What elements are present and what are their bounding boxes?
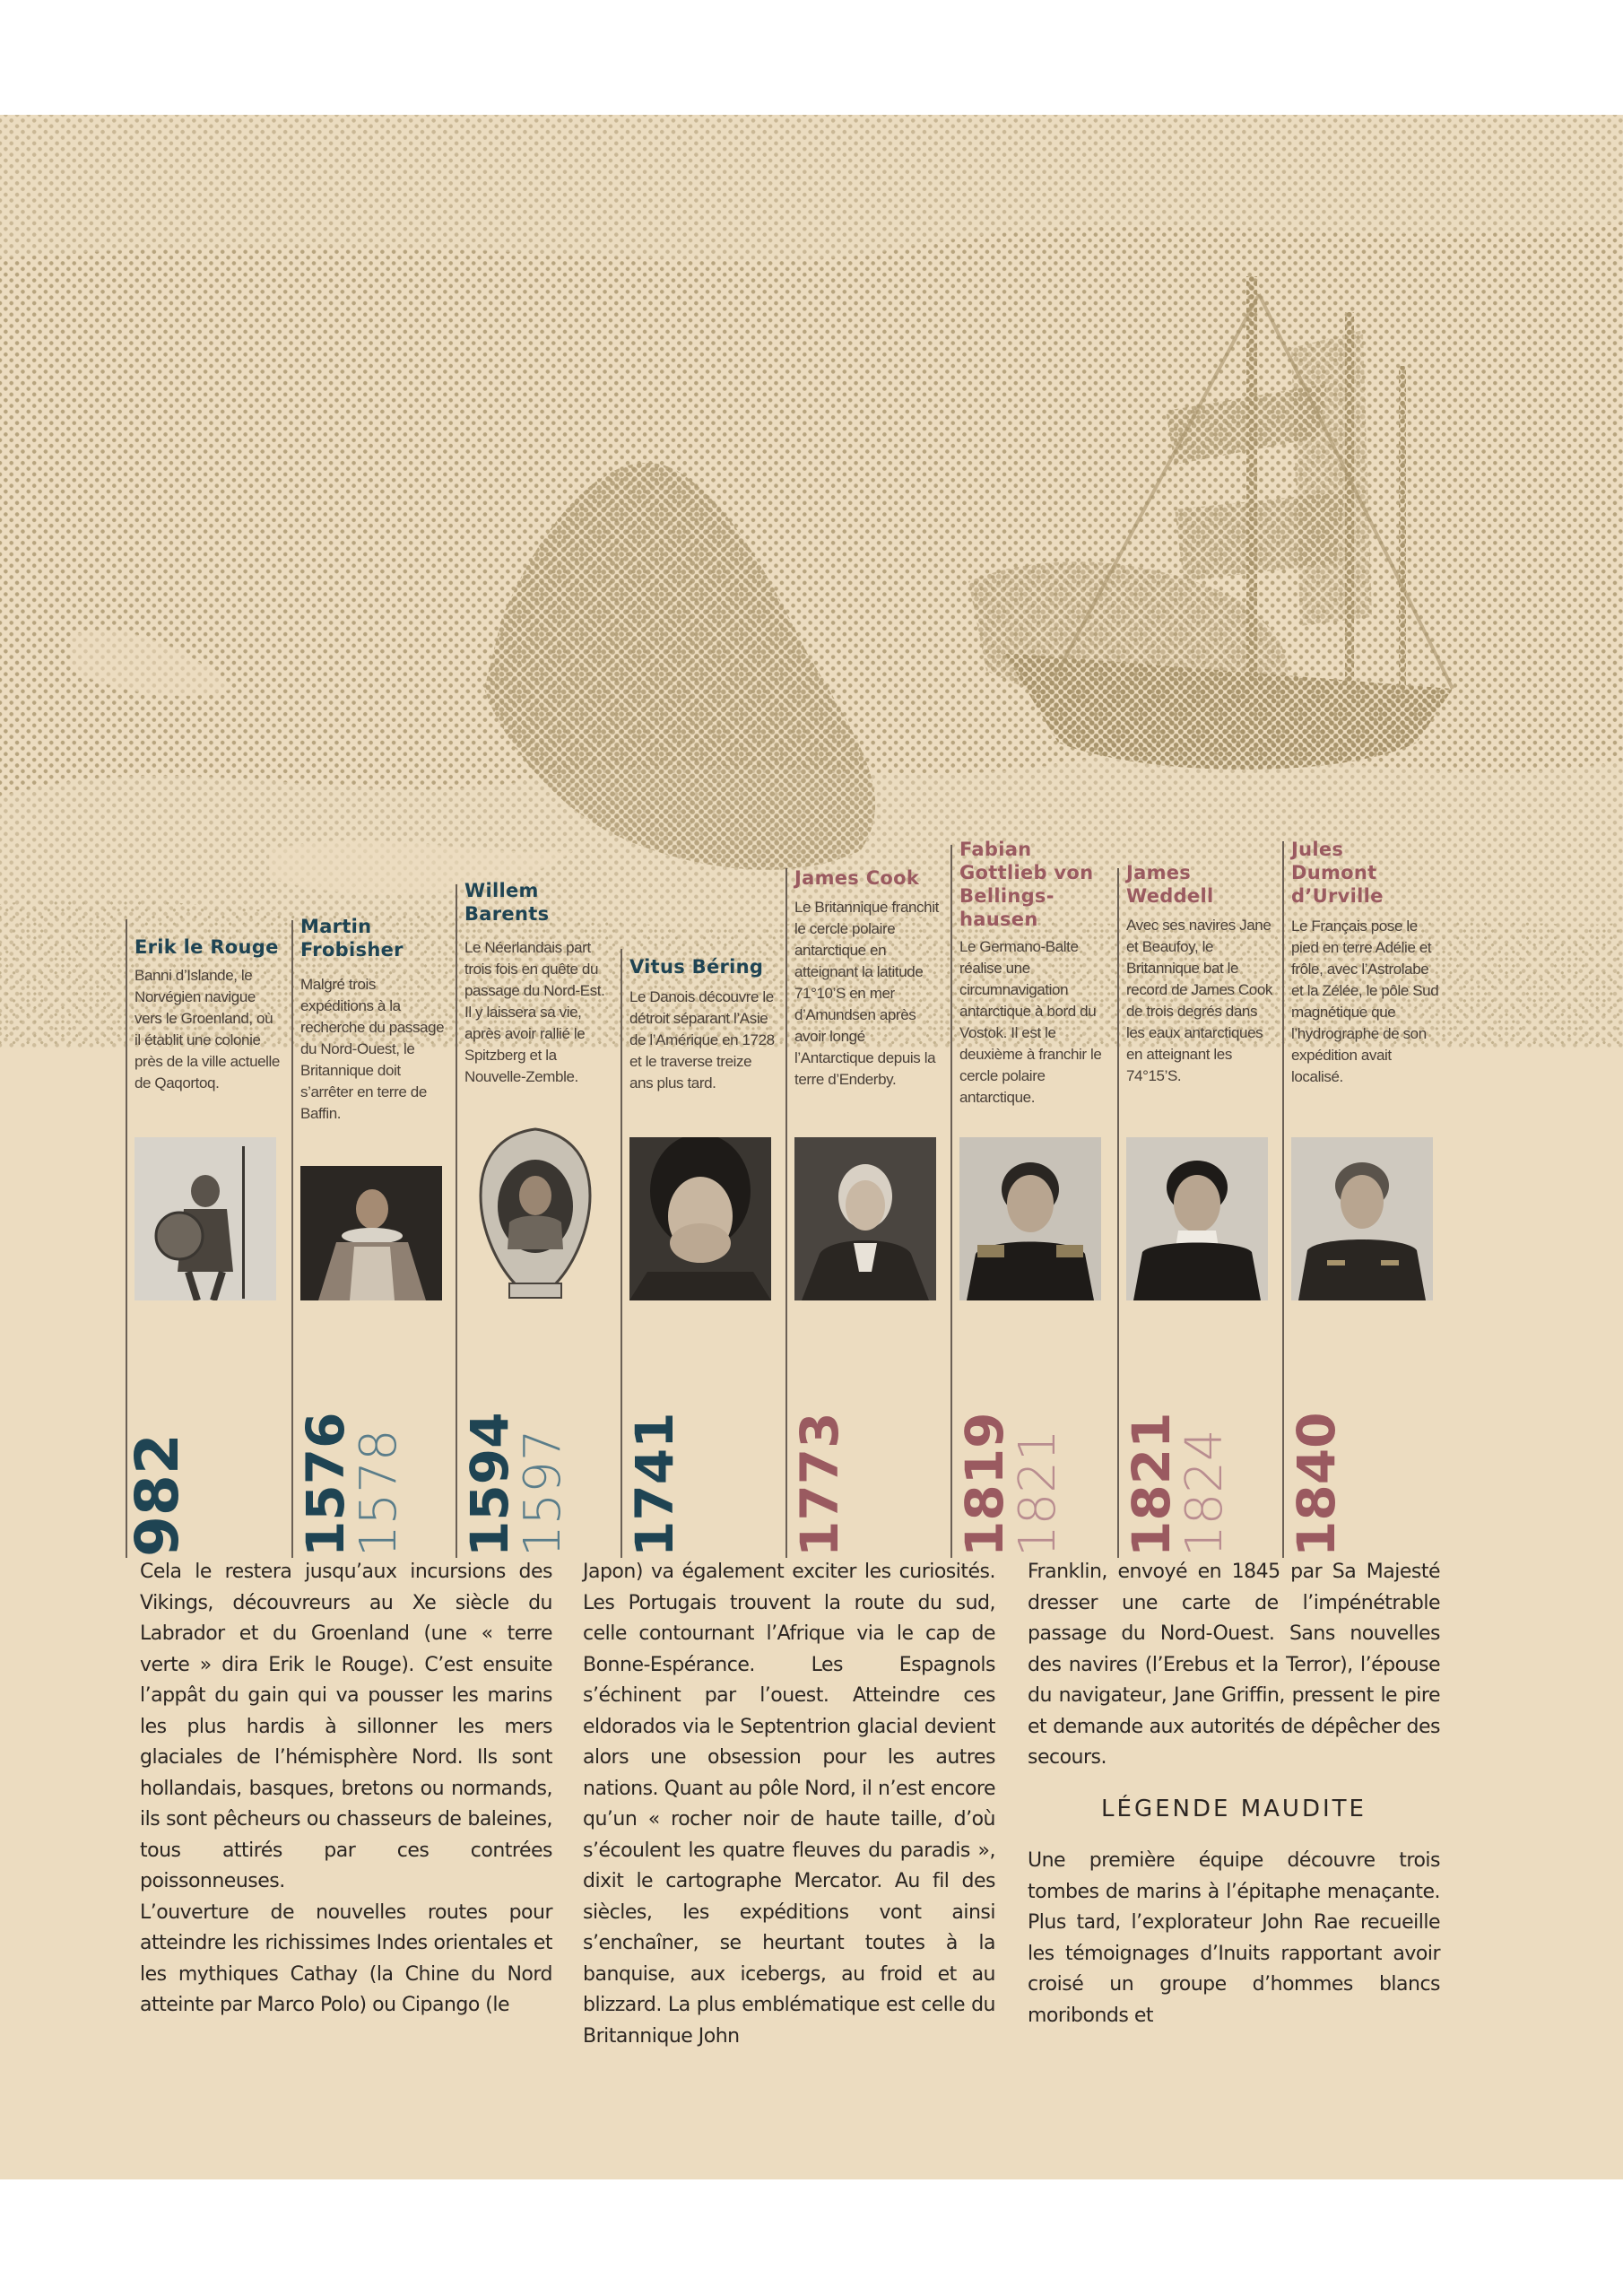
timeline-rule — [621, 949, 622, 1558]
paragraph: Une première équipe découvre trois tombes de marins à l’épitaphe menaçante. Plus tard, l’explorateur John Rae recueille les témoignages d’Inuits rapportant avoir croisé un groupe d’hommes blancs moribonds et — [1028, 1849, 1440, 2027]
timeline-rule — [950, 845, 952, 1558]
portrait-martin-frobisher — [300, 1166, 442, 1300]
year-main: 1773 — [789, 1412, 850, 1557]
portrait-james-weddell — [1126, 1137, 1268, 1300]
year-main: 1819 — [954, 1412, 1015, 1557]
timeline-rule — [291, 920, 293, 1558]
explorer-name: Erik le Rouge — [135, 936, 279, 958]
year-main: 1594 — [459, 1412, 520, 1557]
explorer-name: Martin Frobisher — [300, 916, 404, 961]
explorer-description: Malgré trois expéditions à la recherche du passage du Nord-Ouest, le Britannique doit s’arrêter en terre de Baffin. — [300, 976, 445, 1122]
explorer-description: Le Néerlandais part trois fois en quête du passage du Nord-Est. Il y laissera sa vie, après avoir rallié le Spitzberg et la Nouvelle-Zemble. — [464, 939, 605, 1085]
article-column-2 — [583, 1557, 995, 2052]
portrait-willem-barents — [464, 1124, 606, 1303]
year-block — [459, 1412, 615, 1559]
portrait-bellingshausen — [959, 1137, 1101, 1300]
explorer-name: Willem Barents — [464, 880, 550, 925]
paper-background — [0, 115, 1623, 2179]
year-block — [954, 1412, 1110, 1559]
portrait-james-cook — [794, 1137, 936, 1300]
year-main: 1576 — [295, 1412, 356, 1557]
explorer-name: Fabian Gottlieb von Bellings-hausen — [959, 839, 1094, 930]
explorer-name: Jules Dumont d’Urville — [1291, 839, 1384, 907]
timeline-rule — [1282, 841, 1284, 1558]
explorer-name: James Weddell — [1126, 862, 1214, 907]
explorer-description: Avec ses navires Jane et Beaufoy, le Britannique bat le record de James Cook de trois degrés dans les eaux antarctiques en atteignant les 74°15’S. — [1126, 917, 1273, 1084]
year-block — [1286, 1412, 1442, 1559]
paragraph: Cela le restera jusqu’aux incursions des Vikings, découvreurs au Xe siècle du Labrador et du Groenland (une « terre verte » dira Erik le Rouge). C’est ensuite l’appât du gain qui va pousser les marins les plus hardis à sillonner les mers glaciales de l’hémisphère Nord. Ils sont hollandais, basques, bretons ou normands, ils sont pêcheurs ou chasseurs de baleines, tous attirés par ces contrées poissonneuses. — [140, 1561, 552, 1892]
explorer-name: Vitus Béring — [629, 956, 764, 978]
year-end: 1597 — [514, 1429, 572, 1557]
explorer-description: Le Danois découvre le détroit séparant l’Asie de l’Amérique en 1728 et le traverse treize ans plus tard. — [629, 988, 775, 1091]
year-main: 982 — [123, 1433, 192, 1557]
portrait-erik-le-rouge — [135, 1137, 276, 1300]
year-main: 1821 — [1121, 1412, 1182, 1557]
year-block — [123, 1433, 285, 1559]
year-end: 1578 — [350, 1429, 408, 1557]
article-column-1 — [140, 1557, 552, 2022]
year-end: 1824 — [1176, 1429, 1234, 1557]
timeline-rule — [785, 868, 787, 1558]
paragraph: Japon) va également exciter les curiosités. Les Portugais trouvent la route du sud, celle contournant l’Afrique via le cap de Bonne-Espérance. Les Espagnols s’échinent par l’ouest. Atteindre ces eldorados via le Septentrion glacial devient alors une obsession pour les autres nations. Quant au pôle Nord, il n’est encore qu’un « rocher noir de haute taille, d’où s’écoulent les quatre fleuves du paradis », dixit le cartographe Mercator. Au fil des siècles, les expéditions vont ainsi s’enchaîner, se heurtant toutes à la banquise, aux icebergs, au froid et au blizzard. La plus emblématique est celle du Britannique John — [583, 1561, 995, 2048]
year-block — [295, 1412, 451, 1559]
timeline-rule — [1117, 868, 1119, 1558]
explorer-name: James Cook — [794, 867, 920, 889]
year-block — [789, 1412, 945, 1559]
explorer-description: Le Français pose le pied en terre Adélie et frôle, avec l’Astrolabe et la Zélée, le pôle Sud magnétique que l’hydrographe de son expédition avait localisé. — [1291, 918, 1439, 1085]
explorer-description: Banni d’Islande, le Norvégien navigue vers le Groenland, où il établit une colonie près de la ville actuelle de Qaqortoq. — [135, 967, 280, 1091]
paragraph: Franklin, envoyé en 1845 par Sa Majesté dresser une carte de l’impénétrable passage du Nord-Ouest. Sans nouvelles des navires (l’Erebus et la Terror), l’épouse du navigateur, Jane Griffin, pressent le pire et demande aux autorités de dépêcher des secours. — [1028, 1561, 1440, 1769]
year-block — [1121, 1412, 1277, 1559]
year-main: 1741 — [624, 1412, 685, 1557]
portrait-vitus-bering — [629, 1137, 771, 1300]
year-main: 1840 — [1286, 1412, 1347, 1557]
year-end: 1821 — [1009, 1429, 1067, 1557]
article-column-3 — [1028, 1557, 1440, 2031]
timeline-rule — [456, 884, 457, 1558]
section-heading: LÉGENDE MAUDITE — [1101, 1795, 1367, 1822]
paragraph: L’ouverture de nouvelles routes pour atteindre les richissimes Indes orientales et les mythiques Cathay (la Chine du Nord atteinte par Marco Polo) ou Cipango (le — [140, 1900, 552, 2016]
portrait-dumont-durville — [1291, 1137, 1433, 1300]
explorer-description: Le Britannique franchit le cercle polaire antarctique en atteignant la latitude 71°10’S en mer d’Amundsen après avoir longé l’Antarctique depuis la terre d’Enderby. — [794, 899, 939, 1088]
year-block — [624, 1412, 780, 1559]
explorer-description: Le Germano-Balte réalise une circumnavigation antarctique à bord du Vostok. Il est le deuxième à franchir le cercle polaire antarctique. — [959, 938, 1102, 1106]
